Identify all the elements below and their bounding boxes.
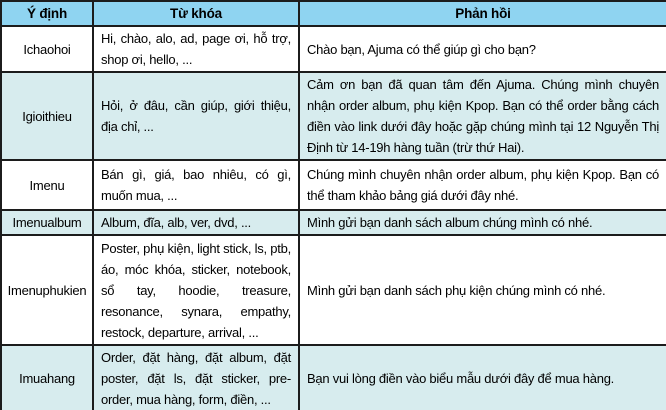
keywords-cell: Hỏi, ở đâu, cần giúp, giới thiệu, địa chỉ, ... [93,72,299,160]
response-cell: Cảm ơn bạn đã quan tâm đến Ajuma. Chúng mình chuyên nhận order album, phụ kiện Kpop. Bạn có thể order bằng cách điền vào link dưới đây hoặc gặp chúng mình tại 12 Nguyễn Thị Định từ 14-19h hàng tuần (trừ thứ Hai). [299,72,666,160]
response-cell: Chúng mình chuyên nhận order album, phụ kiện Kpop. Bạn có thể tham khảo bảng giá dưới đây nhé. [299,160,666,210]
keywords-cell: Hi, chào, alo, ad, page ơi, hỗ trợ, shop ơi, hello, ... [93,26,299,72]
intent-cell: Imenu [1,160,93,210]
table-row-imenualbum [1,210,666,235]
table-row-igioithieu [1,72,666,160]
header-intent: Ý định [1,1,93,26]
table-row-imenuphukien [1,235,666,345]
table-row-imuahang [1,345,666,410]
response-cell: Mình gửi bạn danh sách phụ kiện chúng mình có nhé. [299,235,666,345]
intent-cell: Imenualbum [1,210,93,235]
response-cell: Bạn vui lòng điền vào biểu mẫu dưới đây để mua hàng. [299,345,666,410]
table-header-row [1,1,666,26]
response-cell: Mình gửi bạn danh sách album chúng mình có nhé. [299,210,666,235]
table-row-imenu [1,160,666,210]
intent-cell: Igioithieu [1,72,93,160]
header-response: Phản hồi [299,1,666,26]
intent-cell: Imuahang [1,345,93,410]
keywords-cell: Order, đặt hàng, đặt album, đặt poster, đặt ls, đặt sticker, pre-order, mua hàng, form, điền, ... [93,345,299,410]
keywords-cell: Album, đĩa, alb, ver, dvd, ... [93,210,299,235]
keywords-cell: Bán gì, giá, bao nhiêu, có gì, muốn mua, ... [93,160,299,210]
response-cell: Chào bạn, Ajuma có thể giúp gì cho bạn? [299,26,666,72]
keywords-cell: Poster, phụ kiện, light stick, ls, ptb, áo, móc khóa, sticker, notebook, sổ tay, hoodie, treasure, resonance, synara, empathy, restock, departure, arrival, ... [93,235,299,345]
table-row-ichaohoi [1,26,666,72]
intent-cell: Imenuphukien [1,235,93,345]
header-keywords: Từ khóa [93,1,299,26]
intent-cell: Ichaohoi [1,26,93,72]
